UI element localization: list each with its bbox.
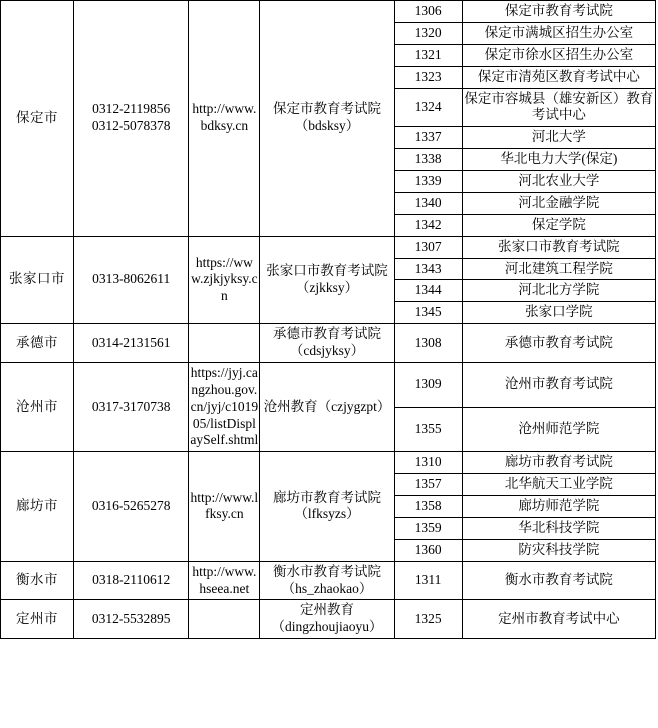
phone-line: 0312-5078378 (91, 118, 171, 134)
unit-line: 保定学院 (531, 216, 586, 232)
office-line: （dingzhoujiaoyu） (271, 619, 383, 635)
unit-line: 保定市教育考试院 (504, 3, 613, 18)
cell-unit (462, 280, 655, 302)
unit-line: 考试中心 (531, 107, 586, 123)
unit-line: 河北北方学院 (518, 282, 600, 298)
office-line: 保定市教育考试院 (272, 101, 381, 117)
cell-unit (462, 362, 655, 407)
cell-unit (462, 171, 655, 193)
office-line: 定州教育 (299, 602, 354, 618)
cell-phone (74, 600, 189, 639)
unit-line: 廊坊师范学院 (518, 498, 600, 513)
phone-line: 0314-2131561 (91, 334, 171, 350)
cell-code: 1342 (394, 214, 462, 236)
cell-code: 1344 (394, 280, 462, 302)
unit-line: 华北电力大学(保定) (500, 151, 618, 167)
cell-code: 1323 (394, 66, 462, 88)
cell-unit (462, 44, 655, 66)
cell-code: 1357 (394, 474, 462, 496)
cell-code: 1340 (394, 192, 462, 214)
cell-phone (74, 1, 189, 237)
unit-line: 廊坊市教育考试院 (504, 454, 613, 470)
cell-code: 1320 (394, 22, 462, 44)
cell-unit (462, 452, 655, 474)
cell-url[interactable]: https://jyj.cangzhou.gov.cn/jyj/c101905/listDisplaySelf.shtml (189, 362, 260, 451)
cell-office (260, 236, 394, 324)
table-body (1, 1, 656, 639)
cell-phone (74, 236, 189, 324)
cell-unit (462, 600, 655, 639)
office-line: （zjkksy） (295, 279, 359, 295)
cell-code: 1309 (394, 362, 462, 407)
cell-unit (462, 236, 655, 258)
office-line: （hs_zhaokao） (281, 580, 373, 596)
cell-office (260, 324, 394, 363)
office-line: 承德市教育考试院 (272, 326, 381, 342)
cell-code: 1345 (394, 302, 462, 324)
cell-code: 1307 (394, 236, 462, 258)
cell-unit (462, 474, 655, 496)
cell-code: 1321 (394, 44, 462, 66)
cell-city: 张家口市 (1, 236, 74, 324)
unit-line: 保定市徐水区招生办公室 (484, 46, 634, 62)
unit-line: 承德市教育考试院 (504, 334, 613, 350)
table-row (1, 324, 656, 363)
cell-phone (74, 362, 189, 451)
phone-line: 0317-3170738 (91, 398, 171, 414)
cell-unit (462, 22, 655, 44)
cell-code: 1308 (394, 324, 462, 363)
cell-unit (462, 192, 655, 214)
office-line: （cdsjyksy） (289, 343, 365, 358)
cell-unit (462, 258, 655, 280)
unit-line: 张家口学院 (525, 304, 593, 320)
office-line: （lfksyzs） (294, 506, 360, 522)
unit-line: 张家口市教育考试院 (498, 238, 620, 254)
unit-line: 衡水市教育考试院 (504, 572, 613, 588)
table-row (1, 600, 656, 639)
cell-office (260, 561, 394, 600)
cell-city: 沧州市 (1, 362, 74, 451)
unit-line: 防灾科技学院 (518, 541, 600, 557)
cell-code: 1324 (394, 88, 462, 127)
cell-code: 1359 (394, 517, 462, 539)
cell-unit (462, 539, 655, 561)
cell-city: 衡水市 (1, 561, 74, 600)
cell-unit (462, 66, 655, 88)
unit-line: 北华航天工业学院 (504, 476, 613, 492)
cell-code: 1360 (394, 539, 462, 561)
office-line: 张家口市教育考试院 (266, 263, 388, 278)
unit-line: 定州市教育考试中心 (498, 610, 620, 626)
cell-city: 承德市 (1, 324, 74, 363)
cell-code: 1355 (394, 407, 462, 452)
unit-line: 保定市满城区招生办公室 (484, 24, 634, 40)
office-line: 衡水市教育考试院 (272, 563, 381, 579)
cell-code: 1343 (394, 258, 462, 280)
cell-code: 1310 (394, 452, 462, 474)
phone-line: 0312-5532895 (91, 610, 171, 626)
cell-office (260, 1, 394, 237)
cell-phone (74, 561, 189, 600)
unit-line: 河北农业大学 (518, 173, 600, 188)
unit-line: 保定市清苑区教育考试中心 (477, 68, 640, 84)
cell-office (260, 600, 394, 639)
cell-city: 廊坊市 (1, 452, 74, 561)
cell-code: 1311 (394, 561, 462, 600)
unit-line: 沧州市教育考试院 (504, 376, 613, 392)
cell-unit (462, 302, 655, 324)
cell-unit (462, 324, 655, 363)
unit-line: 华北科技学院 (518, 519, 600, 535)
cell-city: 定州市 (1, 600, 74, 639)
unit-line: 河北金融学院 (518, 194, 600, 210)
cell-url[interactable]: https://www.zjkjyksy.cn (189, 236, 260, 324)
cell-url[interactable]: http://www.hseea.net (189, 561, 260, 600)
table-row (1, 1, 656, 23)
cell-url[interactable]: http://www.lfksy.cn (189, 452, 260, 561)
unit-line: 河北大学 (531, 129, 586, 145)
cell-url[interactable] (189, 600, 260, 639)
cell-code: 1358 (394, 496, 462, 518)
cell-code: 1338 (394, 149, 462, 171)
cell-office (260, 452, 394, 561)
unit-line: 河北建筑工程学院 (504, 260, 613, 276)
cell-code: 1337 (394, 127, 462, 149)
cell-office (260, 362, 394, 451)
cell-unit (462, 1, 655, 23)
cell-phone (74, 452, 189, 561)
table-row (1, 452, 656, 474)
cell-code: 1339 (394, 171, 462, 193)
unit-line: 保定市容城县（雄安新区）教育 (464, 90, 654, 106)
cell-unit (462, 561, 655, 600)
cell-unit (462, 496, 655, 518)
cell-unit (462, 127, 655, 149)
cell-unit (462, 88, 655, 127)
office-line: （bdsksy） (294, 118, 360, 134)
table-row (1, 362, 656, 407)
office-line: 廊坊市教育考试院 (272, 489, 381, 505)
cell-unit (462, 149, 655, 171)
cell-unit (462, 407, 655, 452)
cell-city: 保定市 (1, 1, 74, 237)
cell-code: 1306 (394, 1, 462, 23)
cell-url[interactable] (189, 324, 260, 363)
cell-phone (74, 324, 189, 363)
office-line: 沧州教育（czjygzpt） (263, 398, 391, 414)
cell-url[interactable]: http://www.bdksy.cn (189, 1, 260, 237)
table-row (1, 236, 656, 258)
unit-line: 沧州师范学院 (518, 420, 600, 436)
phone-line: 0318-2110612 (92, 572, 171, 588)
phone-line: 0316-5265278 (91, 498, 171, 513)
table-row (1, 561, 656, 600)
phone-line: 0312-2119856 (92, 101, 171, 117)
cell-unit (462, 517, 655, 539)
phone-line: 0313-8062611 (92, 271, 171, 287)
cell-code: 1325 (394, 600, 462, 639)
cell-unit (462, 214, 655, 236)
